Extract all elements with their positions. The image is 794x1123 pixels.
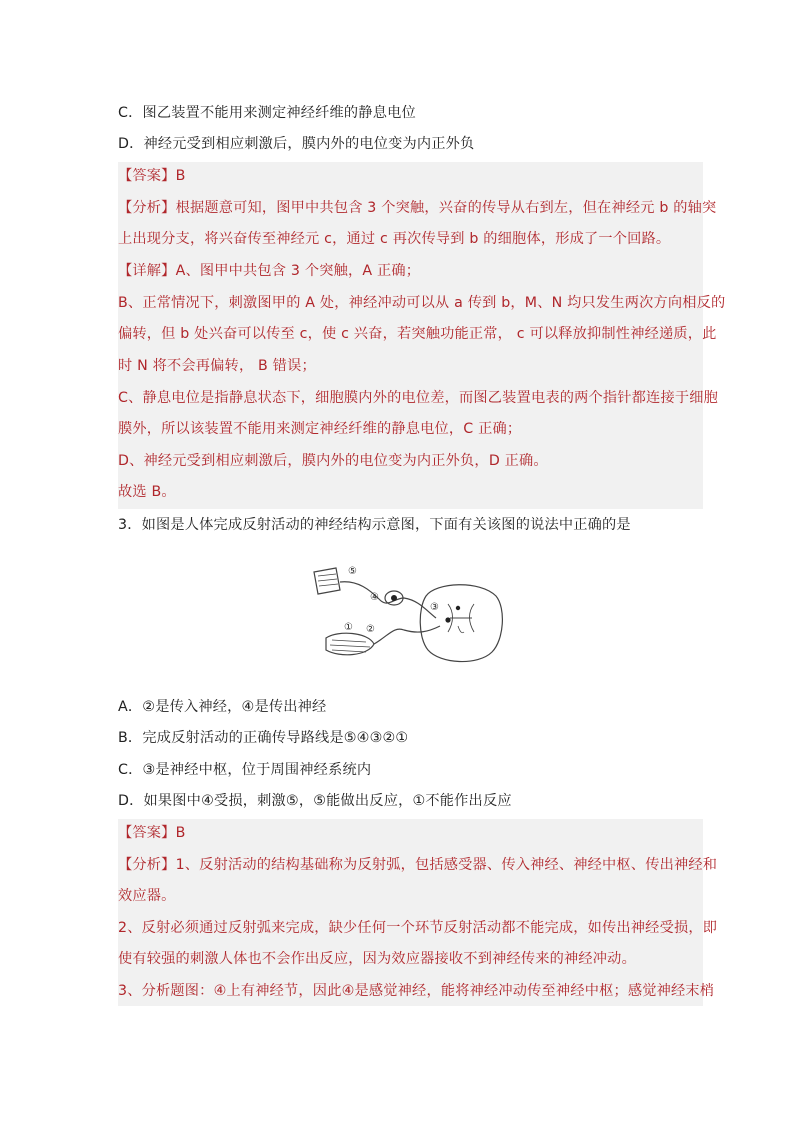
- label-2: ②: [366, 624, 375, 635]
- answer-value: B: [175, 168, 186, 184]
- label-1: ①: [344, 622, 353, 633]
- skin-receptor-shape: [314, 568, 340, 594]
- q3-analysis-2b: 使有较强的刺激人体也不会作出反应，因为效应器接收不到神经传来的神经冲动。: [118, 951, 636, 967]
- q3-analysis-2a: 2、反射必须通过反射弧来完成，缺少任何一个环节反射活动都不能完成，如传出神经受损，即: [118, 920, 718, 936]
- q2-detail-c1: C、静息电位是指静息状态下，细胞膜内外的电位差，而图乙装置电表的两个指针都连接于细胞: [118, 390, 718, 406]
- q3-analysis-1a: 【分析】1、反射活动的结构基础称为反射弧，包括感受器、传入神经、神经中枢、传出神经和: [118, 857, 718, 873]
- q3-option-b: B．完成反射活动的正确传导路线是⑤④③②①: [118, 730, 409, 746]
- ganglion-cell-body: [391, 595, 397, 601]
- muscle-effector-shape: [326, 633, 374, 655]
- q2-detail-d: D、神经元受到相应刺激后，膜内外的电位变为内正外负，D 正确。: [118, 453, 548, 469]
- q2-analysis-2: 上出现分支，将兴奋传至神经元 c，通过 c 再次传导到 b 的细胞体，形成了一个回路。: [118, 231, 671, 247]
- analysis-tag: 【分析】: [118, 857, 176, 873]
- answer-value: B: [175, 825, 186, 841]
- q2-answer: [118, 165, 703, 187]
- answer-tag: 【答案】: [118, 168, 176, 184]
- q2-detail-b3: 时 N 将不会再偏转， B 错误；: [118, 358, 316, 374]
- q3-option-c: C．③是神经中枢，位于周围神经系统内: [118, 762, 372, 778]
- q2-detail-b1: B、正常情况下，刺激图甲的 A 处，神经冲动可以从 a 传到 b，M、N 均只发生两次方向相反的: [118, 295, 726, 311]
- option-c-prev: C．图乙装置不能用来测定神经纤维的静息电位: [118, 105, 416, 121]
- label-4: ④: [370, 592, 379, 603]
- detail-tag: 【详解】: [118, 263, 176, 279]
- label-5: ⑤: [348, 566, 357, 577]
- q3-analysis-3: 3、分析题图：④上有神经节，因此④是感觉神经，能将神经冲动传至神经中枢；感觉神经末梢: [118, 983, 715, 999]
- q3-solution-block: [118, 819, 718, 1006]
- q2-detail-b2: 偏转，但 b 处兴奋可以传至 c，使 c 兴奋，若突触功能正常， c 可以释放抑制性神经递质，此: [118, 326, 717, 342]
- option-d-prev: D．神经元受到相应刺激后，膜内外的电位变为内正外负: [118, 136, 475, 152]
- q2-detail-a: 【详解】A、图甲中共包含 3 个突触，A 正确；: [118, 263, 421, 279]
- reflex-arc-diagram: [308, 560, 508, 670]
- highlighted-phrase: ④上有神经节，因此④是感觉神经，: [213, 983, 441, 999]
- q3-analysis-1b: 效应器。: [118, 888, 176, 904]
- q3-stem: 3．如图是人体完成反射活动的神经结构示意图，下面有关该图的说法中正确的是: [118, 517, 631, 533]
- q2-conclusion: 故选 B。: [118, 484, 176, 500]
- q3-option-d: D．如果图中④受损，刺激⑤，⑤能做出反应，①不能作出反应: [118, 793, 512, 809]
- q3-option-a: A．②是传入神经，④是传出神经: [118, 699, 327, 715]
- q2-detail-c2: 膜外，所以该装置不能用来测定神经纤维的静息电位，C 正确；: [118, 421, 522, 437]
- q3-answer: [118, 822, 703, 844]
- spinal-cord-shape: [420, 585, 502, 662]
- analysis-tag: 【分析】: [118, 200, 176, 216]
- q2-analysis-1: 【分析】根据题意可知，图甲中共包含 3 个突触，兴奋的传导从右到左，但在神经元 b 的轴突: [118, 200, 717, 216]
- answer-tag: 【答案】: [118, 825, 176, 841]
- label-3: ③: [430, 602, 439, 613]
